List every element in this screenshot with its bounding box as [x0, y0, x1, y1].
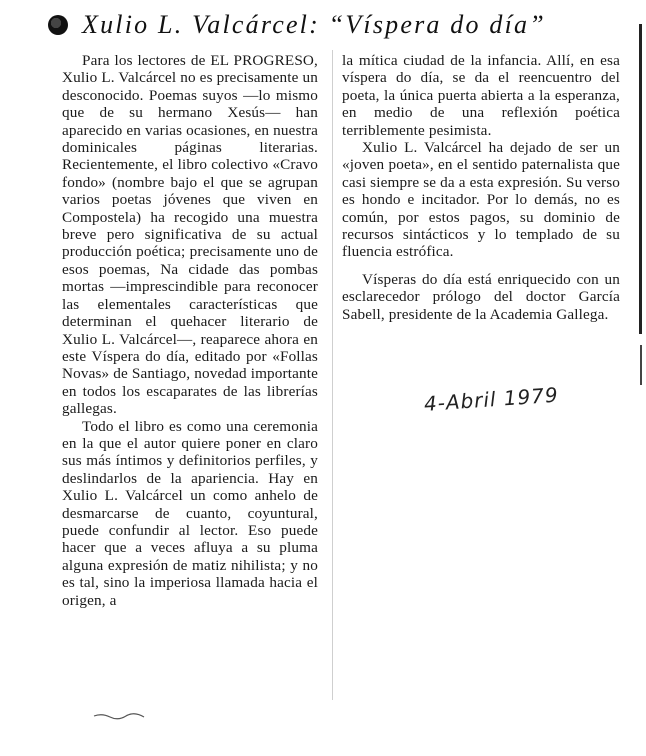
handwritten-date: 4-Abril 1979 — [423, 382, 560, 416]
left-column — [62, 52, 318, 609]
column-rule — [332, 50, 333, 700]
headline — [48, 8, 638, 42]
edge-mark — [640, 345, 642, 385]
right-column — [342, 52, 620, 323]
paragraph: Todo el libro es como una ceremonia en la que el autor quiere poner en claro sus más íntimos y definitorios perfiles, y deslindarlos de la apariencia. Hay en Xulio L. Valcárcel un como anhelo de desmarcarse de cuanto, coyuntural, puede confundir al lector. Eso puede hacer que a veces afluya a su pluma alguna expresión de matiz nihilista; y no es tal, sino la imperiosa llamada hacia el origen, a — [62, 417, 318, 609]
headline-text: Xulio L. Valcárcel: “Víspera do día” — [82, 10, 546, 39]
bullet-icon — [48, 15, 68, 35]
paragraph: Para los lectores de EL PROGRESO, Xulio L. Valcárcel no es precisamente un desconocido. Poemas suyos —lo mismo que de su hermano Xesús— han aparecido en varias ocasiones, en nuestra dominicales páginas literarias. Recientemente, el libro colectivo «Cravo fondo» (nombre bajo el que se agrupan varios poetas jóvenes que viven en Compostela) ha recogido una muestra breve pero significativa de su actual producción poética; precisamente uno de esos poemas, Na cidade das pombas mortas —imprescindible para reconocer las elementales características que determinan el quehacer literario de Xulio L. Valcárcel—, reaparece ahora en este Víspera do día, editado por «Follas Novas» de Santiago, novedad importante en todos los escaparates de las librerías gallegas. — [62, 52, 318, 418]
paragraph: Xulio L. Valcárcel ha dejado de ser un «joven poeta», en el sentido paternalista que casi siempre se da a esta expresión. Su verso es hondo e incitador. Por lo demás, no es común, por estos pagos, su dominio de recursos sintácticos y lo templado de su fluencia estrófica. — [342, 139, 620, 261]
edge-mark — [639, 24, 642, 334]
scribble-mark — [92, 712, 152, 720]
paragraph: la mítica ciudad de la infancia. Allí, en esa víspera do día, se da el reencuentro del poeta, la única puerta abierta a la esperanza, en medio de una reflexión poética terriblemente pesimista. — [342, 52, 620, 139]
paragraph: Vísperas do día está enriquecido con un esclarecedor prólogo del doctor García Sabell, presidente de la Academia Gallega. — [342, 270, 620, 323]
